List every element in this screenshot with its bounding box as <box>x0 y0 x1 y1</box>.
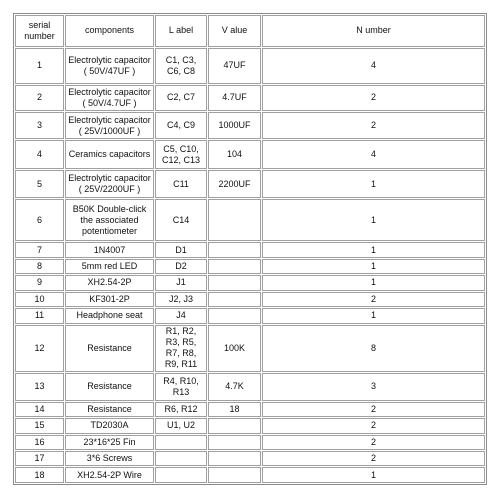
label-cell: C5, C10, C12, C13 <box>155 140 207 169</box>
value-cell: 2200UF <box>208 170 261 198</box>
component-cell: 1N4007 <box>65 242 154 257</box>
serial-cell: 12 <box>15 325 64 372</box>
value-cell: 4.7K <box>208 373 261 401</box>
table-row <box>15 451 485 466</box>
label-cell: R6, R12 <box>155 402 207 417</box>
component-cell: KF301-2P <box>65 292 154 307</box>
value-cell <box>208 275 261 290</box>
table-row <box>15 112 485 140</box>
table-row <box>15 140 485 169</box>
label-cell: C1, C3, C6, C8 <box>155 48 207 84</box>
number-cell: 1 <box>262 259 485 274</box>
serial-cell: 13 <box>15 373 64 401</box>
table-row <box>15 275 485 290</box>
serial-cell: 16 <box>15 435 64 450</box>
component-cell: XH2.54-2P Wire <box>65 467 154 483</box>
number-cell: 2 <box>262 451 485 466</box>
number-cell: 2 <box>262 435 485 450</box>
value-cell <box>208 418 261 433</box>
number-cell: 2 <box>262 85 485 111</box>
table-row <box>15 259 485 274</box>
number-cell: 1 <box>262 275 485 290</box>
component-cell: 5mm red LED <box>65 259 154 274</box>
component-cell: Resistance <box>65 402 154 417</box>
label-cell <box>155 451 207 466</box>
serial-cell: 11 <box>15 308 64 323</box>
number-cell: 4 <box>262 48 485 84</box>
serial-cell: 15 <box>15 418 64 433</box>
table-row <box>15 373 485 401</box>
number-cell: 4 <box>262 140 485 169</box>
value-cell: 104 <box>208 140 261 169</box>
header-label: L abel <box>155 15 207 47</box>
header-serial-number: serial number <box>15 15 64 47</box>
label-cell: C14 <box>155 199 207 241</box>
value-cell: 1000UF <box>208 112 261 140</box>
number-cell: 2 <box>262 112 485 140</box>
table-row <box>15 467 485 483</box>
component-cell: Electrolytic capacitor ( 25V/2200UF ) <box>65 170 154 198</box>
component-cell: Electrolytic capacitor ( 50V/4.7UF ) <box>65 85 154 111</box>
table-row <box>15 292 485 307</box>
value-cell <box>208 435 261 450</box>
value-cell: 100K <box>208 325 261 372</box>
number-cell: 2 <box>262 402 485 417</box>
label-cell: J4 <box>155 308 207 323</box>
value-cell <box>208 199 261 241</box>
label-cell: D1 <box>155 242 207 257</box>
value-cell <box>208 467 261 483</box>
label-cell: J1 <box>155 275 207 290</box>
component-cell: Electrolytic capacitor ( 50V/47UF ) <box>65 48 154 84</box>
label-cell: C2, C7 <box>155 85 207 111</box>
serial-cell: 5 <box>15 170 64 198</box>
component-cell: Resistance <box>65 325 154 372</box>
value-cell <box>208 451 261 466</box>
serial-cell: 4 <box>15 140 64 169</box>
number-cell: 1 <box>262 467 485 483</box>
serial-cell: 2 <box>15 85 64 111</box>
serial-cell: 14 <box>15 402 64 417</box>
header-components: components <box>65 15 154 47</box>
serial-cell: 8 <box>15 259 64 274</box>
value-cell <box>208 292 261 307</box>
value-cell <box>208 308 261 323</box>
number-cell: 2 <box>262 292 485 307</box>
components-table <box>13 13 487 485</box>
component-cell: Ceramics capacitors <box>65 140 154 169</box>
serial-cell: 3 <box>15 112 64 140</box>
serial-cell: 10 <box>15 292 64 307</box>
component-cell: Resistance <box>65 373 154 401</box>
table-row <box>15 402 485 417</box>
table-row <box>15 435 485 450</box>
table-row <box>15 85 485 111</box>
component-cell: Headphone seat <box>65 308 154 323</box>
serial-cell: 1 <box>15 48 64 84</box>
value-cell <box>208 242 261 257</box>
table-row <box>15 199 485 241</box>
table-row <box>15 242 485 257</box>
header-row <box>15 15 485 47</box>
label-cell: U1, U2 <box>155 418 207 433</box>
number-cell: 1 <box>262 170 485 198</box>
component-cell: B50K Double-click the associated potentiometer <box>65 199 154 241</box>
component-cell: 23*16*25 Fin <box>65 435 154 450</box>
serial-cell: 6 <box>15 199 64 241</box>
number-cell: 8 <box>262 325 485 372</box>
component-cell: Electrolytic capacitor ( 25V/1000UF ) <box>65 112 154 140</box>
table-row <box>15 308 485 323</box>
label-cell: R1, R2, R3, R5, R7, R8, R9, R11 <box>155 325 207 372</box>
label-cell: C4, C9 <box>155 112 207 140</box>
table-body <box>15 15 485 483</box>
serial-cell: 17 <box>15 451 64 466</box>
table-row <box>15 48 485 84</box>
header-value: V alue <box>208 15 261 47</box>
table-row <box>15 418 485 433</box>
value-cell: 4.7UF <box>208 85 261 111</box>
header-number: N umber <box>262 15 485 47</box>
number-cell: 1 <box>262 308 485 323</box>
component-cell: TD2030A <box>65 418 154 433</box>
number-cell: 2 <box>262 418 485 433</box>
table-row <box>15 325 485 372</box>
component-cell: 3*6 Screws <box>65 451 154 466</box>
table-row <box>15 170 485 198</box>
serial-cell: 9 <box>15 275 64 290</box>
value-cell: 47UF <box>208 48 261 84</box>
number-cell: 1 <box>262 199 485 241</box>
number-cell: 3 <box>262 373 485 401</box>
label-cell: D2 <box>155 259 207 274</box>
number-cell: 1 <box>262 242 485 257</box>
value-cell: 18 <box>208 402 261 417</box>
label-cell <box>155 435 207 450</box>
label-cell: R4, R10, R13 <box>155 373 207 401</box>
label-cell <box>155 467 207 483</box>
label-cell: J2, J3 <box>155 292 207 307</box>
value-cell <box>208 259 261 274</box>
label-cell: C11 <box>155 170 207 198</box>
component-cell: XH2.54-2P <box>65 275 154 290</box>
serial-cell: 7 <box>15 242 64 257</box>
serial-cell: 18 <box>15 467 64 483</box>
